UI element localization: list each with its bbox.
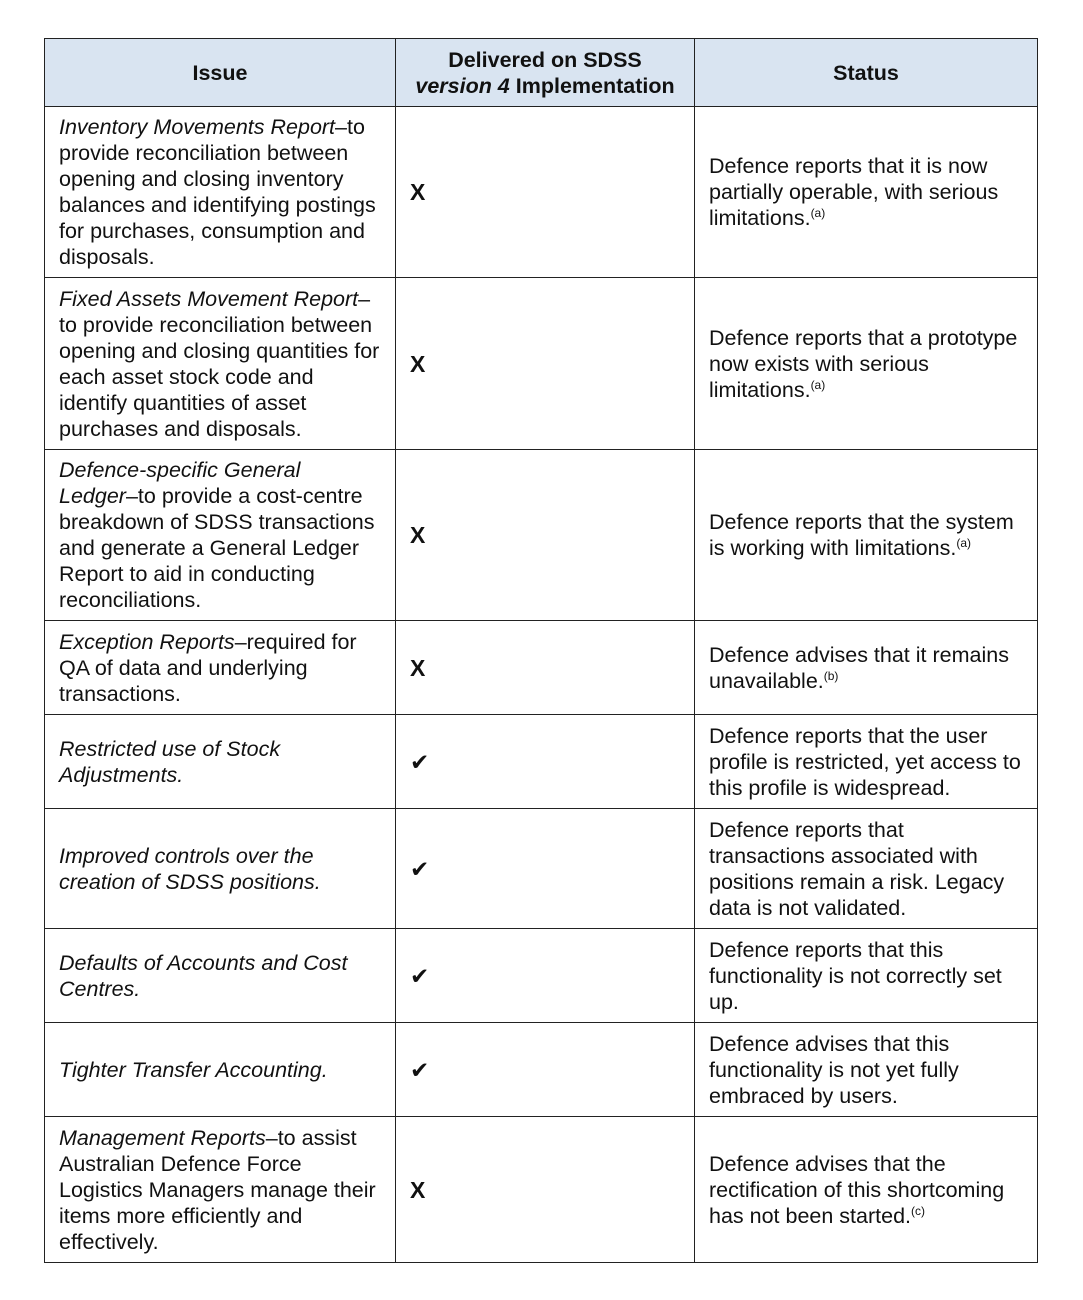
table-row bbox=[45, 107, 1038, 278]
issue-cell bbox=[45, 809, 396, 929]
issue-title: Improved controls over the creation of SDSS positions. bbox=[59, 843, 321, 894]
issue-title: Defence-specific General Ledger bbox=[59, 458, 301, 508]
issue-description: –to assist Australian Defence Force Logistics Managers manage their items more efficiently and effectively. bbox=[59, 1125, 376, 1254]
header-issue: Issue bbox=[45, 39, 396, 107]
status-text: Defence reports that it is now partially operable, with serious limitations. bbox=[709, 154, 999, 230]
table-row bbox=[45, 621, 1038, 715]
status-cell bbox=[695, 809, 1038, 929]
issue-cell bbox=[45, 278, 396, 450]
issue-cell bbox=[45, 715, 396, 809]
status-text: Defence advises that this functionality is not yet fully embraced by users. bbox=[709, 1031, 959, 1108]
issue-title: Fixed Assets Movement Report bbox=[59, 286, 359, 311]
delivered-mark: X bbox=[396, 621, 695, 715]
status-footnote: (c) bbox=[911, 1203, 926, 1218]
header-status: Status bbox=[695, 39, 1038, 107]
issue-title: Exception Reports bbox=[59, 629, 235, 654]
delivered-mark: ✔ bbox=[396, 1023, 695, 1117]
issue-cell bbox=[45, 1023, 396, 1117]
issue-cell bbox=[45, 107, 396, 278]
header-delivered-rest: Implementation bbox=[509, 73, 675, 98]
issue-title: Management Reports bbox=[59, 1125, 266, 1150]
status-cell bbox=[695, 1117, 1038, 1263]
status-footnote: (a) bbox=[956, 535, 971, 550]
status-text: Defence reports that transactions associated with positions remain a risk. Legacy data is not validated. bbox=[709, 817, 1005, 920]
status-text: Defence reports that this functionality is not correctly set up. bbox=[709, 937, 1002, 1014]
status-cell bbox=[695, 621, 1038, 715]
delivered-mark: ✔ bbox=[396, 715, 695, 809]
issue-cell bbox=[45, 929, 396, 1023]
delivered-mark: X bbox=[396, 107, 695, 278]
table-header-row bbox=[45, 39, 1038, 107]
status-text: Defence reports that a prototype now exists with serious limitations. bbox=[709, 325, 1018, 402]
status-footnote: (b) bbox=[823, 668, 839, 683]
status-text: Defence reports that the user profile is restricted, yet access to this profile is widespread. bbox=[709, 723, 1021, 800]
issues-status-table bbox=[44, 38, 1038, 1263]
issue-description: –to provide reconciliation between opening and closing quantities for each asset stock code and identify quantities of asset purchases and disposals. bbox=[59, 286, 380, 441]
table-row bbox=[45, 929, 1038, 1023]
status-text: Defence advises that it remains unavailable. bbox=[709, 642, 1009, 693]
table-row bbox=[45, 1023, 1038, 1117]
issue-title: Tighter Transfer Accounting. bbox=[59, 1057, 328, 1082]
delivered-mark: X bbox=[396, 450, 695, 621]
issue-cell bbox=[45, 1117, 396, 1263]
table-row bbox=[45, 715, 1038, 809]
status-cell bbox=[695, 107, 1038, 278]
status-cell bbox=[695, 1023, 1038, 1117]
status-cell bbox=[695, 929, 1038, 1023]
table-row bbox=[45, 809, 1038, 929]
issue-description: –to provide reconciliation between opening and closing inventory balances and identifying postings for purchases, consumption and disposals. bbox=[59, 115, 376, 269]
issue-cell bbox=[45, 450, 396, 621]
issue-description: –to provide a cost-centre breakdown of SDSS transactions and generate a General Ledger Report to aid in conducting reconciliations. bbox=[59, 484, 375, 612]
delivered-mark: ✔ bbox=[396, 809, 695, 929]
delivered-mark: X bbox=[396, 1117, 695, 1263]
issue-title: Defaults of Accounts and Cost Centres. bbox=[59, 950, 348, 1001]
issue-title: Restricted use of Stock Adjustments. bbox=[59, 736, 281, 787]
header-delivered-version: version 4 bbox=[415, 73, 510, 98]
status-footnote: (a) bbox=[810, 377, 826, 392]
status-cell bbox=[695, 278, 1038, 450]
header-delivered-line1: Delivered on SDSS bbox=[448, 47, 642, 72]
delivered-mark: ✔ bbox=[396, 929, 695, 1023]
status-cell bbox=[695, 715, 1038, 809]
status-text: Defence advises that the rectification of this shortcoming has not been started. bbox=[709, 1151, 1005, 1228]
table-row bbox=[45, 450, 1038, 621]
issue-cell bbox=[45, 621, 396, 715]
status-footnote: (a) bbox=[810, 205, 826, 220]
status-text: Defence reports that the system is working with limitations. bbox=[709, 510, 1014, 560]
issue-title: Inventory Movements Report bbox=[59, 115, 336, 139]
delivered-mark: X bbox=[396, 278, 695, 450]
table-row bbox=[45, 278, 1038, 450]
table-row bbox=[45, 1117, 1038, 1263]
issue-description: –required for QA of data and underlying transactions. bbox=[59, 629, 357, 706]
status-cell bbox=[695, 450, 1038, 621]
header-delivered bbox=[396, 39, 695, 107]
